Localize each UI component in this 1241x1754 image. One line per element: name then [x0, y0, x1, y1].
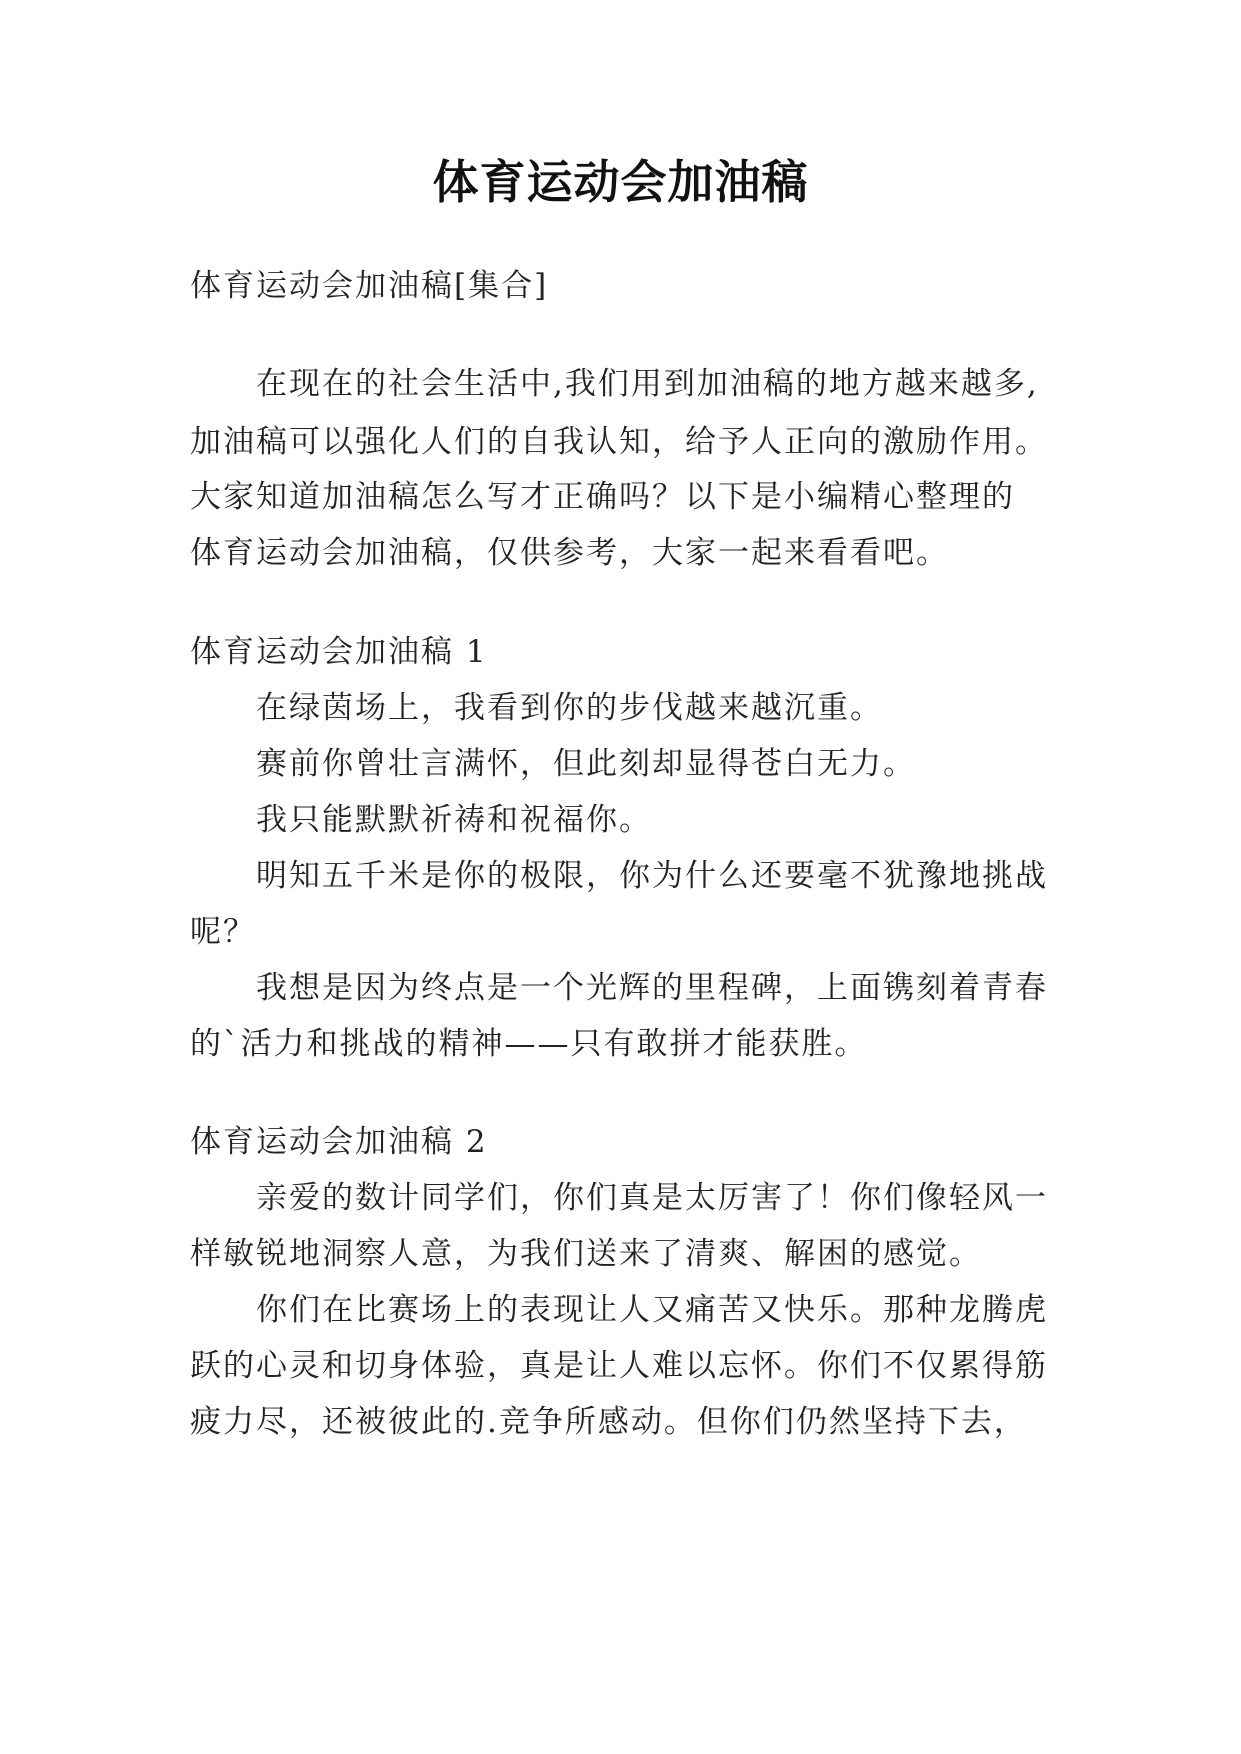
- section-heading: 体育运动会加油稿 2: [190, 1124, 488, 1160]
- section-line: 样敏锐地洞察人意，为我们送来了清爽、解困的感觉。: [190, 1236, 982, 1272]
- section-line: 我只能默默祈祷和祝福你。: [256, 802, 652, 838]
- section-line: 我想是因为终点是一个光辉的里程碑，上面镌刻着青春: [256, 970, 1048, 1006]
- section-line: 亲爱的数计同学们，你们真是太厉害了！你们像轻风一: [256, 1180, 1048, 1216]
- section-line: 呢？: [190, 914, 256, 950]
- intro-line: 加油稿可以强化人们的自我认知，给予人正向的激励作用。: [190, 424, 1048, 460]
- document-title: 体育运动会加油稿: [432, 155, 809, 209]
- section-line: 疲力尽，还被彼此的.竞争所感动。但你们仍然坚持下去，: [190, 1404, 1027, 1440]
- section-line: 你们在比赛场上的表现让人又痛苦又快乐。那种龙腾虎: [256, 1292, 1048, 1328]
- section-line: 赛前你曾壮言满怀，但此刻却显得苍白无力。: [256, 746, 916, 782]
- section-line: 在绿茵场上，我看到你的步伐越来越沉重。: [256, 690, 883, 726]
- section-line: 跃的心灵和切身体验，真是让人难以忘怀。你们不仅累得筋: [190, 1348, 1048, 1384]
- section-line: 的`活力和挑战的精神——只有敢拼才能获胜。: [190, 1026, 868, 1062]
- section-line: 明知五千米是你的极限，你为什么还要毫不犹豫地挑战: [256, 858, 1048, 894]
- intro-line: 大家知道加油稿怎么写才正确吗？以下是小编精心整理的: [190, 479, 1015, 515]
- document-subtitle: 体育运动会加油稿[集合]: [190, 268, 549, 304]
- intro-line: 在现在的社会生活中,我们用到加油稿的地方越来越多,: [256, 366, 1039, 402]
- intro-line: 体育运动会加油稿，仅供参考，大家一起来看看吧。: [190, 535, 949, 571]
- section-heading: 体育运动会加油稿 1: [190, 634, 488, 670]
